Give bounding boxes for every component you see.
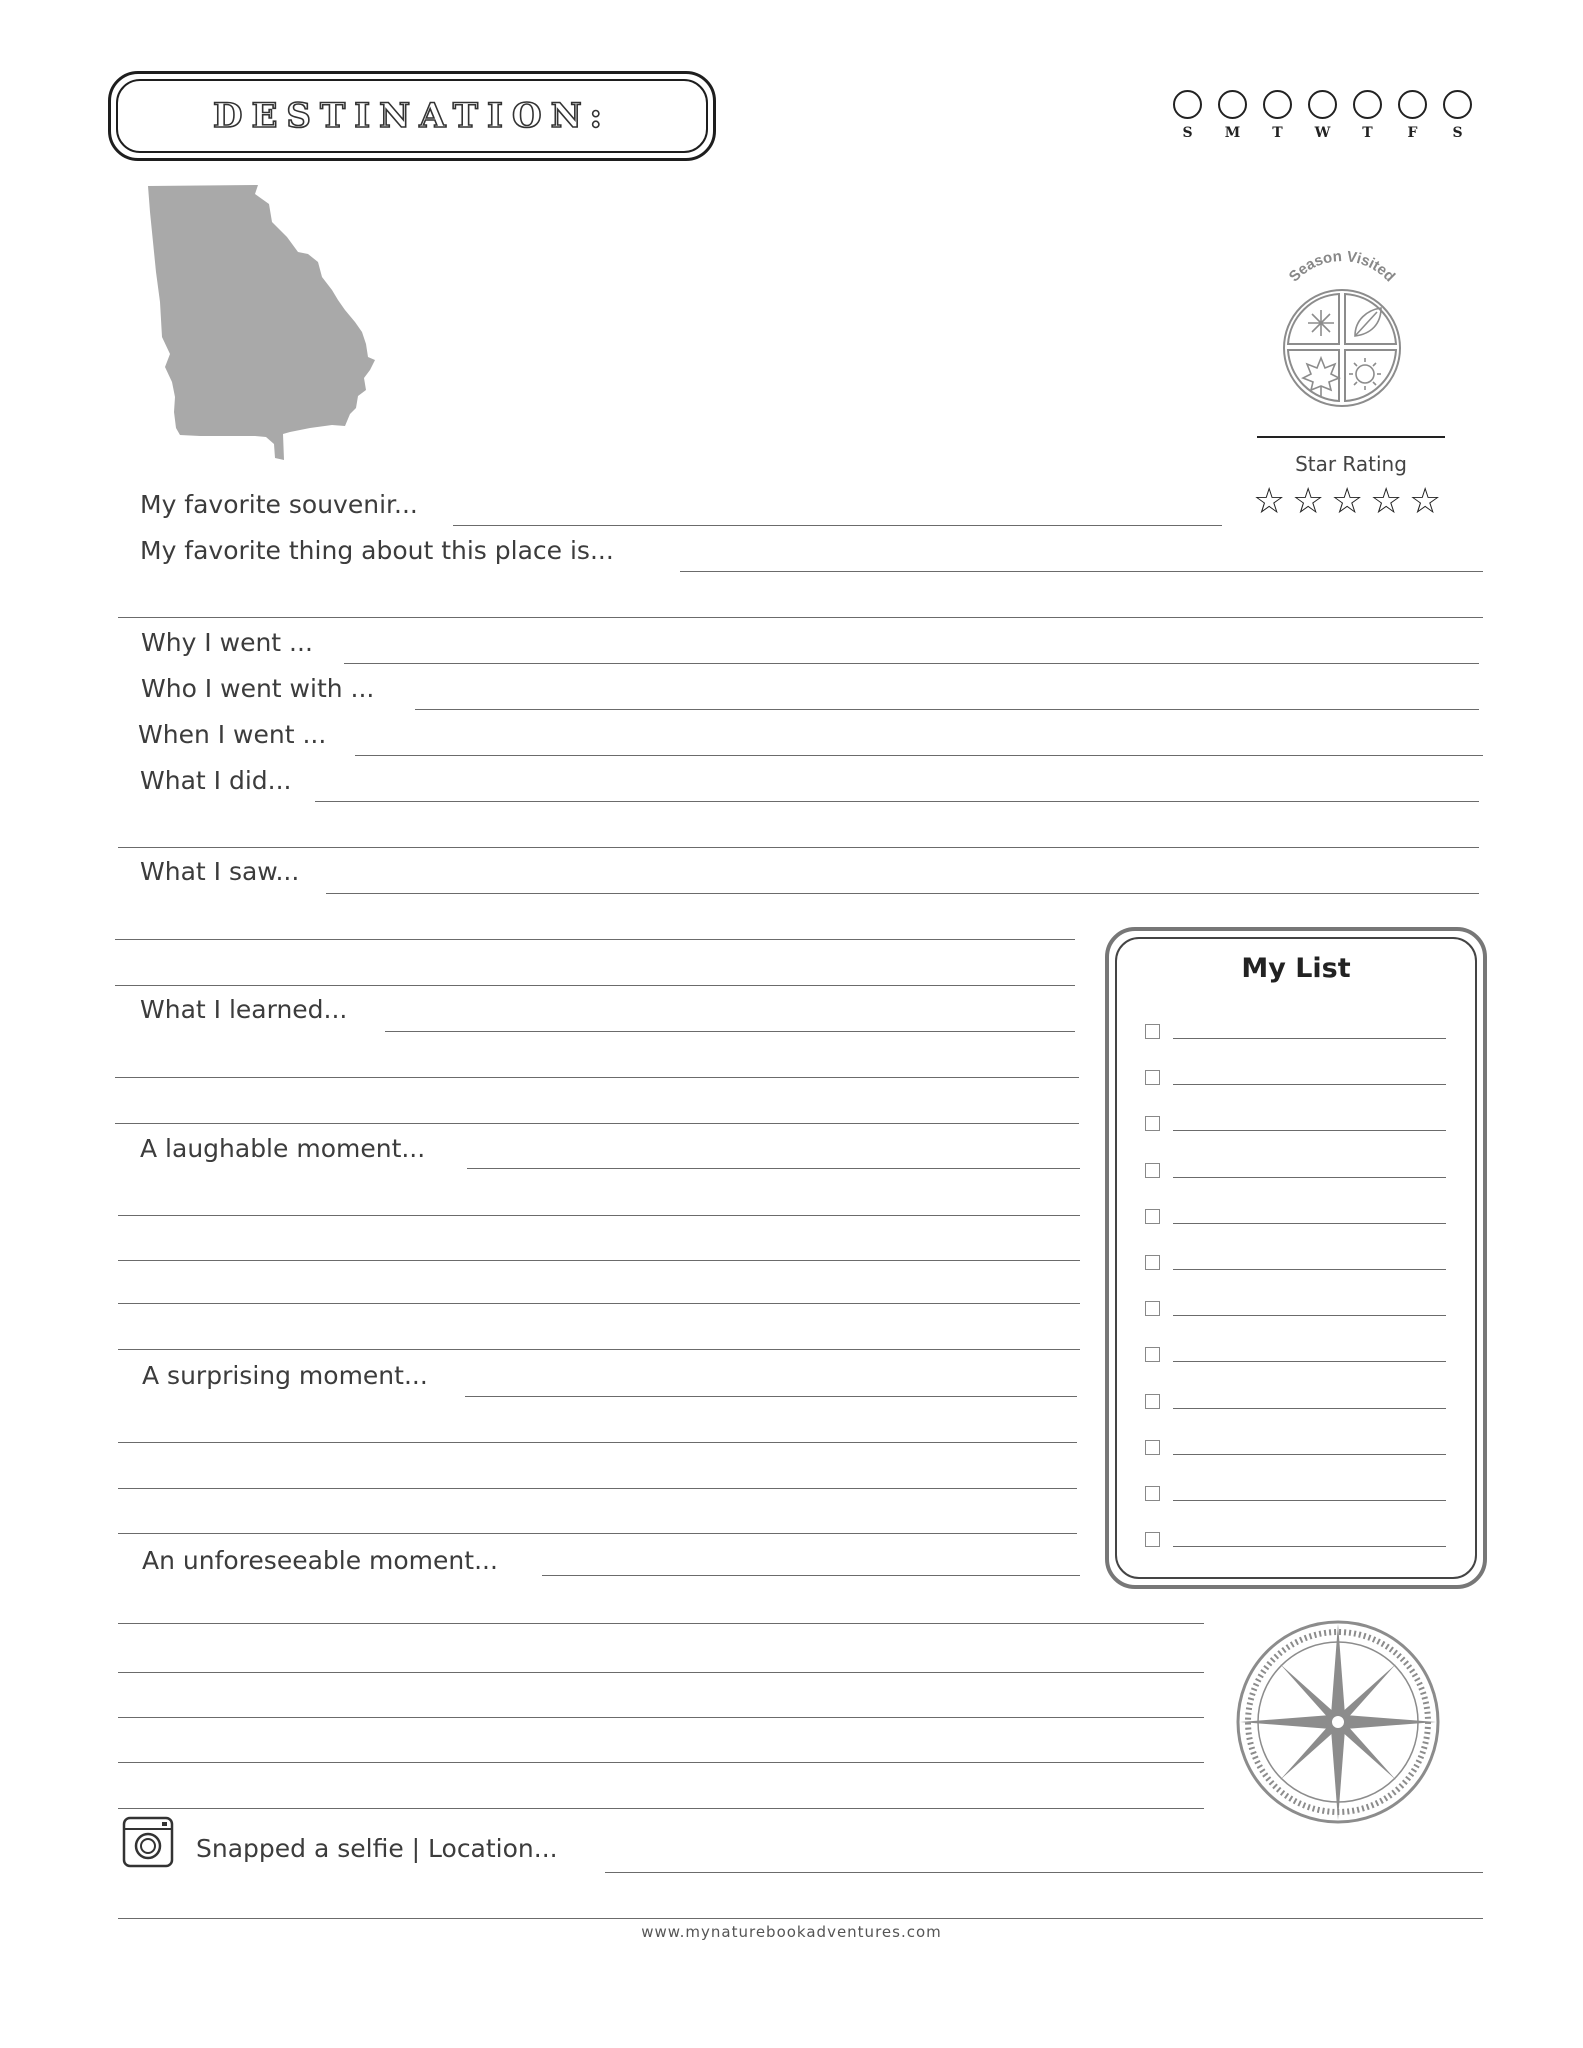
- list-item-line[interactable]: [1173, 1223, 1446, 1224]
- prompt-souvenir-label: My favorite souvenir...: [140, 490, 418, 519]
- day-letter-0: S: [1182, 125, 1193, 141]
- day-letter-6: S: [1452, 125, 1463, 141]
- sun-icon: [1349, 358, 1381, 390]
- prompt-who-label: Who I went with ...: [141, 674, 375, 703]
- prompt-selfie-label: Snapped a selfie | Location...: [196, 1834, 558, 1863]
- georgia-state-map: [140, 182, 400, 462]
- star-rating-label: Star Rating: [1295, 452, 1407, 476]
- writing-line[interactable]: [118, 1442, 1077, 1443]
- writing-line[interactable]: [115, 939, 1075, 940]
- season-visited-label: Season Visited: [1285, 250, 1399, 286]
- list-checkbox[interactable]: [1145, 1209, 1160, 1224]
- list-checkbox[interactable]: [1145, 1347, 1160, 1362]
- prompt-learned-line[interactable]: [385, 1031, 1075, 1032]
- list-checkbox[interactable]: [1145, 1163, 1160, 1178]
- my-list-title: My List: [1241, 953, 1351, 984]
- day-letter-2: T: [1272, 125, 1283, 141]
- day-circle-1[interactable]: [1218, 90, 1247, 119]
- writing-line[interactable]: [115, 1123, 1079, 1124]
- prompt-favorite-thing-line[interactable]: [680, 571, 1483, 572]
- writing-line[interactable]: [115, 985, 1075, 986]
- day-circle-3[interactable]: [1308, 90, 1337, 119]
- writing-line[interactable]: [118, 1808, 1204, 1809]
- list-checkbox[interactable]: [1145, 1532, 1160, 1547]
- prompt-unforeseeable-label: An unforeseeable moment...: [142, 1546, 498, 1575]
- star-icon[interactable]: ☆: [1331, 481, 1364, 522]
- list-checkbox[interactable]: [1145, 1394, 1160, 1409]
- writing-line[interactable]: [115, 1077, 1079, 1078]
- star-icon[interactable]: ☆: [1409, 481, 1442, 522]
- star-icon[interactable]: ☆: [1370, 481, 1403, 522]
- writing-line[interactable]: [118, 1303, 1080, 1304]
- day-letter-3: W: [1314, 125, 1331, 141]
- list-item-line[interactable]: [1173, 1177, 1446, 1178]
- list-checkbox[interactable]: [1145, 1486, 1160, 1501]
- prompt-saw-line[interactable]: [326, 893, 1479, 894]
- writing-line[interactable]: [118, 617, 1483, 618]
- prompt-saw-label: What I saw...: [140, 857, 300, 886]
- my-list-box: [1105, 927, 1487, 1589]
- prompt-did-line[interactable]: [315, 801, 1479, 802]
- writing-line[interactable]: [118, 1488, 1077, 1489]
- day-letter-5: F: [1407, 125, 1418, 141]
- prompt-souvenir-line[interactable]: [453, 525, 1222, 526]
- prompt-when-label: When I went ...: [138, 720, 327, 749]
- writing-line[interactable]: [118, 1717, 1204, 1718]
- my-list-inner-border: [1115, 937, 1477, 1579]
- list-item-line[interactable]: [1173, 1130, 1446, 1131]
- summer-quadrant: [1345, 350, 1396, 401]
- writing-line[interactable]: [118, 1260, 1080, 1261]
- day-letter-1: M: [1224, 125, 1241, 141]
- camera-icon: [122, 1816, 174, 1868]
- star-rating: [1253, 481, 1448, 522]
- georgia-shape: [148, 185, 375, 460]
- star-icon[interactable]: ☆: [1253, 481, 1286, 522]
- list-checkbox[interactable]: [1145, 1255, 1160, 1270]
- list-item-line[interactable]: [1173, 1038, 1446, 1039]
- writing-line[interactable]: [118, 1762, 1204, 1763]
- rating-divider: [1257, 436, 1445, 438]
- prompt-surprising-line[interactable]: [465, 1396, 1077, 1397]
- prompt-why-label: Why I went ...: [141, 628, 313, 657]
- writing-line[interactable]: [118, 1672, 1204, 1673]
- destination-title-box: [108, 71, 716, 161]
- day-circle-6[interactable]: [1443, 90, 1472, 119]
- list-checkbox[interactable]: [1145, 1440, 1160, 1455]
- list-checkbox[interactable]: [1145, 1024, 1160, 1039]
- prompt-learned-label: What I learned...: [140, 995, 348, 1024]
- prompt-who-line[interactable]: [415, 709, 1479, 710]
- winter-quadrant: [1288, 294, 1339, 344]
- prompt-why-line[interactable]: [344, 663, 1479, 664]
- writing-line[interactable]: [118, 1623, 1204, 1624]
- writing-line[interactable]: [118, 1533, 1077, 1534]
- season-visited-emblem: [1263, 250, 1421, 408]
- list-item-line[interactable]: [1173, 1546, 1446, 1547]
- writing-line[interactable]: [118, 1918, 1483, 1919]
- list-item-line[interactable]: [1173, 1454, 1446, 1455]
- day-circle-0[interactable]: [1173, 90, 1202, 119]
- day-circle-2[interactable]: [1263, 90, 1292, 119]
- footer-url: www.mynaturebookadventures.com: [641, 1923, 942, 1941]
- prompt-selfie-line[interactable]: [605, 1872, 1483, 1873]
- prompt-surprising-label: A surprising moment...: [142, 1361, 428, 1390]
- star-icon[interactable]: ☆: [1292, 481, 1325, 522]
- day-letter-4: T: [1362, 125, 1373, 141]
- prompt-laughable-label: A laughable moment...: [140, 1134, 426, 1163]
- list-checkbox[interactable]: [1145, 1116, 1160, 1131]
- page-title: DESTINATION:: [213, 96, 611, 136]
- list-item-line[interactable]: [1173, 1315, 1446, 1316]
- leaf-icon: [1355, 308, 1381, 336]
- prompt-favorite-thing-label: My favorite thing about this place is...: [140, 536, 614, 565]
- writing-line[interactable]: [118, 1349, 1080, 1350]
- day-circle-4[interactable]: [1353, 90, 1382, 119]
- list-item-line[interactable]: [1173, 1084, 1446, 1085]
- compass-rose-icon: [1232, 1616, 1444, 1824]
- writing-line[interactable]: [118, 847, 1479, 848]
- day-circle-5[interactable]: [1398, 90, 1427, 119]
- list-checkbox[interactable]: [1145, 1301, 1160, 1316]
- list-item-line[interactable]: [1173, 1269, 1446, 1270]
- snowflake-icon: [1308, 310, 1334, 336]
- prompt-did-label: What I did...: [140, 766, 292, 795]
- writing-line[interactable]: [118, 1215, 1080, 1216]
- prompt-laughable-line[interactable]: [467, 1168, 1080, 1169]
- autumn-quadrant: [1288, 350, 1339, 401]
- list-item-line[interactable]: [1173, 1361, 1446, 1362]
- list-checkbox[interactable]: [1145, 1070, 1160, 1085]
- prompt-unforeseeable-line[interactable]: [542, 1575, 1080, 1576]
- list-item-line[interactable]: [1173, 1500, 1446, 1501]
- prompt-when-line[interactable]: [355, 755, 1483, 756]
- list-item-line[interactable]: [1173, 1408, 1446, 1409]
